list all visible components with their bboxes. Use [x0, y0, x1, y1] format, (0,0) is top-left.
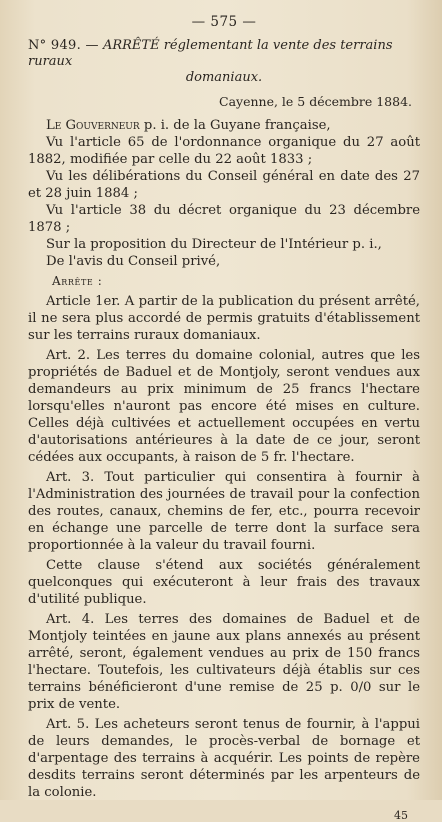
governor-label: Le Gouverneur: [46, 118, 140, 133]
article-paragraph: Cette clause s'étend aux sociétés généralement quelconques qui exécuteront à leur frais des travaux d'utilité publique.: [28, 558, 420, 607]
visa-paragraph: De l'avis du Conseil privé,: [46, 254, 221, 269]
decree-title-text: réglementant la vente des terrains ruraux: [28, 38, 393, 69]
visa-paragraph: Vu l'article 65 de l'ordonnance organique du 27 août 1882, modifiée par celle du 22 août 1833 ;: [28, 135, 420, 167]
visa-paragraph: Vu les délibérations du Conseil général en date des 27 et 28 juin 1884 ;: [28, 169, 420, 201]
decree-number: N° 949. —: [28, 38, 99, 53]
decree-title: [28, 38, 420, 86]
decree-word: ARRÊTÉ: [102, 38, 160, 53]
decree-title-line2: domaniaux.: [185, 70, 263, 85]
arrete-heading: Arrête :: [52, 274, 103, 288]
governor-rest: p. i. de la Guyane française,: [143, 118, 331, 133]
page-number: — 575 —: [191, 14, 257, 30]
governor-line: [28, 117, 420, 134]
article-paragraph: Art. 5. Les acheteurs seront tenus de fournir, à l'appui de leurs demandes, le procès-verbal de bornage et d'arpentage des terrains à acquérir. Les points de repère desdits terrains seront déterminés par les arpenteurs de la colonie.: [28, 717, 420, 800]
folio-mark: 45: [394, 809, 408, 822]
article-paragraph: Article 1er. A partir de la publication du présent arrêté, il ne sera plus accordé de permis gratuits d'établissement sur les terrains ruraux domaniaux.: [28, 294, 420, 343]
date-line: Cayenne, le 5 décembre 1884.: [219, 94, 412, 109]
visa-paragraph: Vu l'article 38 du décret organique du 23 décembre 1878 ;: [28, 203, 420, 235]
visa-paragraph: Sur la proposition du Directeur de l'Intérieur p. i.,: [46, 237, 382, 252]
article-paragraph: Art. 3. Tout particulier qui consentira à fournir à l'Administration des journées de travail pour la confection des routes, canaux, chemins de fer, etc., pourra recevoir en échange une parcelle de terre dont la surface sera proportionnée à la valeur du travail fourni.: [28, 470, 420, 553]
article-paragraph: Art. 4. Les terres des domaines de Baduel et de Montjoly teintées en jaune aux plans annexés au présent arrêté, seront, également vendues au prix de 150 francs l'hectare. Toutefois, les cultivateurs déjà établis sur ces terrains bénéficieront d'une remise de 25 p. 0/0 sur le prix de vente.: [28, 612, 420, 712]
article-paragraph: Art. 2. Les terres du domaine colonial, autres que les propriétés de Baduel et de Montjoly, seront vendues aux demandeurs au prix minimum de 25 francs l'hectare lorsqu'elles n'auront pas encore été mises en culture. Celles déjà cultivées et actuellement occupées en vertu d'autorisations antérieures à la date de ce jour, seront cédées aux occupants, à raison de 5 fr. l'hectare.: [28, 348, 420, 465]
